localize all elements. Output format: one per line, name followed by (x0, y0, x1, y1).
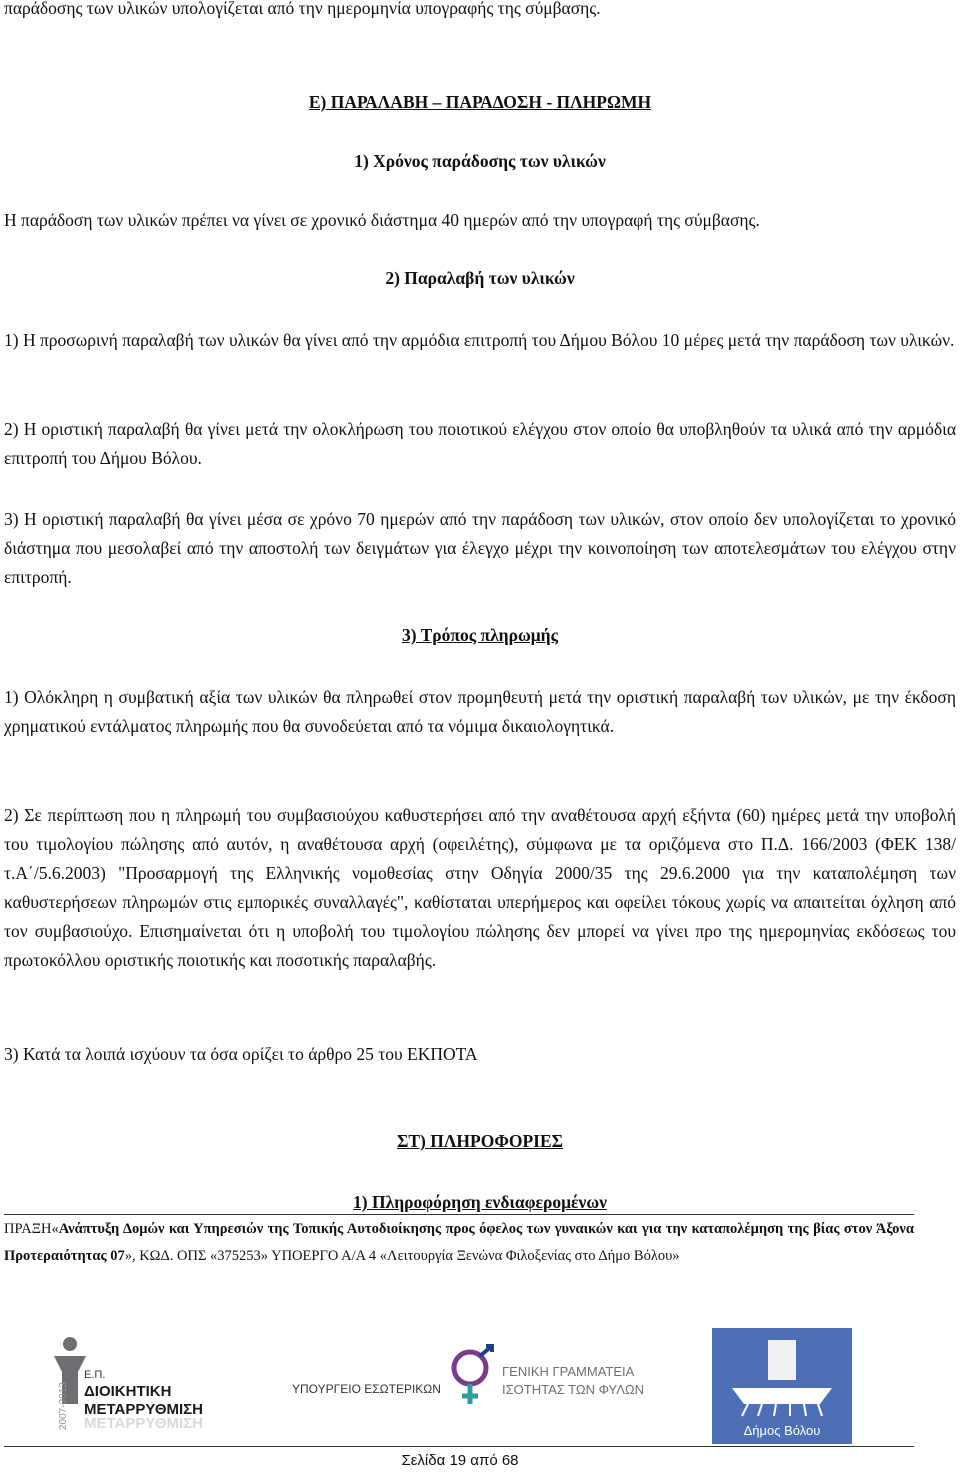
footer-divider (4, 1214, 914, 1215)
receipt-p3: 3) Η οριστική παραλαβή θα γίνει μέσα σε χρόνο 70 ημερών από την παράδοση των υλικών, στον οποίο δεν υπολογίζεται το χρονικό διάστημα που μεσολαβεί από την αποστολή των δειγμάτων για έλεγχο μέχρι την κοινοποίηση των αποτελεσμάτων του ελέγχου στην επιτροπή. (4, 509, 956, 587)
ep-line1: ΔΙΟΙΚΗΤΙΚΗ (84, 1383, 172, 1400)
delivery-time-text: Η παράδοση των υλικών πρέπει να γίνει σε χρονικό διάστημα 40 ημερών από την υπογραφή της σύμβασης. (4, 210, 760, 230)
logos-strip (0, 1320, 960, 1450)
receipt-p2: 2) Η οριστική παραλαβή θα γίνει μετά την ολοκλήρωση του ποιοτικού ελέγχου στον οποίο θα υποβληθούν τα υλικά από την αρμόδια επιτροπή του Δήμου Βόλου. (4, 419, 956, 468)
footer-prefix: ΠΡΑΞΗ« (4, 1221, 59, 1237)
ep-reflection: ΜΕΤΑΡΡΥΘΜΙΣΗ (84, 1415, 203, 1432)
ship-icon (712, 1328, 852, 1418)
ep-years: 2007-2013 (58, 1382, 69, 1430)
payment-heading: 3) Τρόπος πληρωμής (401, 625, 559, 645)
dimos-logo (712, 1328, 852, 1444)
receipt-p1: 1) Η προσωρινή παραλαβή των υλικών θα γίνει από την αρμόδια επιτροπή του Δήμου Βόλου 10 μέρες μετά την παράδοση των υλικών. (4, 330, 955, 350)
male-symbol-arrow (480, 1346, 492, 1356)
female-symbol-cross (462, 1384, 478, 1404)
gender-equality-icon (440, 1342, 500, 1412)
ship-hull (732, 1388, 832, 1404)
footer-bold: Ανάπτυξη Δομών και Υπηρεσιών της Τοπικής Αυτοδιοίκησης προς όφελος των γυναικών και για την καταπολέμηση της βίας στον Άξονα Προτεραιότητας 07 (4, 1221, 914, 1264)
ep-line2: ΜΕΤΑΡΡΥΘΜΙΣΗ (84, 1401, 203, 1418)
ministry-label: ΥΠΟΥΡΓΕΙΟ ΕΣΩΤΕΡΙΚΩΝ (292, 1382, 441, 1396)
section-e-heading: Ε) ΠΑΡΑΛΑΒΗ – ΠΑΡΑΔΟΣΗ - ΠΛΗΡΩΜΗ (308, 92, 652, 112)
ep-figure-head (63, 1337, 77, 1351)
ship-sail (768, 1340, 796, 1380)
bottom-divider (4, 1446, 914, 1447)
section-st-heading: ΣΤ) ΠΛΗΡΟΦΟΡΙΕΣ (396, 1131, 564, 1151)
gg-line1: ΓΕΝΙΚΗ ΓΡΑΜΜΑΤΕΙΑ (502, 1364, 635, 1379)
page-number: Σελίδα 19 από 68 (401, 1452, 519, 1469)
payment-p1: 1) Ολόκληρη η συμβατική αξία των υλικών θα πληρωθεί στον προμηθευτή μετά την οριστική παραλαβή των υλικών, με την έκδοση χρηματικού εντάλματος πληρωμής που θα συνοδεύεται από τα νόμιμα δικαιολογητικά. (4, 687, 956, 736)
ep-logo (44, 1332, 264, 1432)
top-line: παράδοσης των υλικών υπολογίζεται από την ημερομηνία υπογραφής της σύμβασης. (4, 0, 601, 18)
footer-suffix: », ΚΩΔ. ΟΠΣ «375253» ΥΠΟΕΡΓΟ Α/Α 4 «Λειτουργία Ξενώνα Φιλοξενίας στο Δήμο Βόλου» (124, 1248, 680, 1264)
delivery-time-heading: 1) Χρόνος παράδοσης των υλικών (354, 151, 606, 171)
receipt-heading: 2) Παραλαβή των υλικών (385, 268, 575, 288)
project-footer (4, 1216, 914, 1270)
ep-small: Ε.Π. (84, 1369, 106, 1381)
dimos-label: Δήμος Βόλου (743, 1423, 821, 1438)
info-heading: 1) Πληροφόρηση ενδιαφερομένων (353, 1192, 607, 1212)
payment-p2: 2) Σε περίπτωση που η πληρωμή του συμβασιούχου καθυστερήσει από την αναθέτουσα αρχή εξήντα (60) ημέρες μετά την υποβολή του τιμολογίου πώλησης από αυτόν, η αναθέτουσα αρχή (οφειλέτης), σύμφωνα με τα οριζόμενα στο Π.Δ. 166/2003 (ΦΕΚ 138/τ.Α΄/5.6.2003) "Προσαρμογή της Ελληνικής νομοθεσίας στην Οδηγία 2000/35 της 29.6.2000 για την καταπολέμηση των καθυστερήσεων πληρωμών στις εμπορικές συναλλαγές", καθίσταται υπερήμερος και οφείλει τόκους χωρίς να απαιτείται όχληση από τον συμβασιούχο. Επισημαίνεται ότι η υποβολή του τιμολογίου πώλησης δεν μπορεί να γίνει προ της ημερομηνίας εκδόσεως του πρωτοκόλλου οριστικής ποιοτικής και ποσοτικής παραλαβής. (4, 805, 956, 970)
payment-p3: 3) Κατά τα λοιπά ισχύουν τα όσα ορίζει το άρθρο 25 του ΕΚΠΟΤΑ (4, 1044, 478, 1064)
ship-oars (742, 1404, 822, 1416)
gg-line2: ΙΣΟΤΗΤΑΣ ΤΩΝ ΦΥΛΩΝ (502, 1382, 645, 1397)
